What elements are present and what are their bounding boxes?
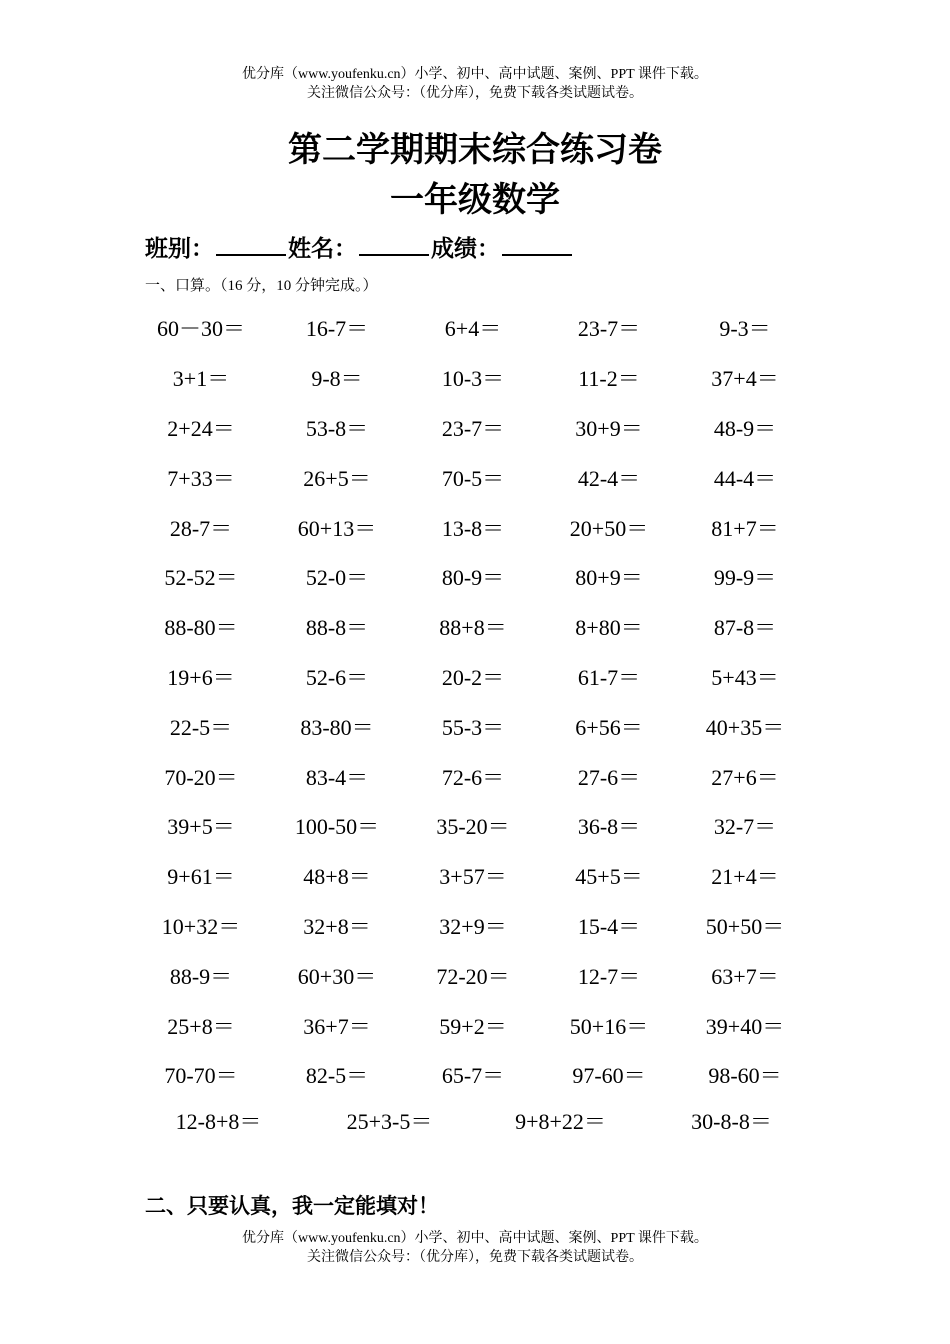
problem-item: 37+4＝ bbox=[711, 366, 779, 392]
problem-item: 21+4＝ bbox=[711, 864, 779, 890]
problem-item: 32+9＝ bbox=[439, 913, 507, 939]
problem-item: 36+7＝ bbox=[303, 1013, 371, 1039]
problem-item: 6+56＝ bbox=[575, 714, 643, 740]
problem-row bbox=[133, 602, 813, 652]
problem-item: 36-8＝ bbox=[577, 814, 641, 840]
problem-item: 19+6＝ bbox=[167, 664, 235, 690]
problem-item: 52-52＝ bbox=[164, 565, 238, 591]
problem-item: 52-6＝ bbox=[305, 664, 369, 690]
page-subtitle: 一年级数学 bbox=[390, 180, 560, 220]
problem-item: 28-7＝ bbox=[169, 515, 233, 541]
problem-item: 39+5＝ bbox=[167, 814, 235, 840]
footer-note-line1: 优分库（www.youfenku.cn）小学、初中、高中试题、案例、PPT 课件下载。 bbox=[242, 1231, 708, 1246]
problem-item: 88-8＝ bbox=[305, 615, 369, 641]
problem-item: 80-9＝ bbox=[441, 565, 505, 591]
problem-item: 5+43＝ bbox=[711, 664, 779, 690]
oral-calc-last-row bbox=[133, 1100, 817, 1140]
problem-row bbox=[133, 652, 813, 702]
problem-row bbox=[133, 950, 813, 1000]
section2-heading: 二、只要认真，我一定能填对！ bbox=[145, 1194, 439, 1218]
oral-calc-grid bbox=[133, 303, 813, 1100]
problem-item: 53-8＝ bbox=[305, 415, 369, 441]
problem-item: 35-20＝ bbox=[436, 814, 510, 840]
problem-item: 70-20＝ bbox=[164, 764, 238, 790]
problem-item: 12-8+8＝ bbox=[175, 1108, 262, 1134]
problem-row bbox=[133, 901, 813, 951]
problem-item: 60－30＝ bbox=[156, 316, 245, 342]
problem-row bbox=[133, 851, 813, 901]
problem-item: 20-2＝ bbox=[441, 664, 505, 690]
problem-row bbox=[133, 701, 813, 751]
class-blank[interactable] bbox=[216, 230, 286, 256]
problem-item: 83-4＝ bbox=[305, 764, 369, 790]
problem-item: 87-8＝ bbox=[713, 615, 777, 641]
problem-item: 7+33＝ bbox=[167, 465, 235, 491]
section1-heading: 一、口算。（16 分，10 分钟完成。） bbox=[145, 278, 378, 294]
problem-item: 22-5＝ bbox=[169, 714, 233, 740]
header-note-line1: 优分库（www.youfenku.cn）小学、初中、高中试题、案例、PPT 课件下载。 bbox=[242, 67, 708, 82]
problem-item: 6+4＝ bbox=[444, 316, 502, 342]
problem-item: 65-7＝ bbox=[441, 1063, 505, 1089]
problem-item: 39+40＝ bbox=[705, 1013, 785, 1039]
problem-row bbox=[133, 502, 813, 552]
problem-item: 82-5＝ bbox=[305, 1063, 369, 1089]
problem-row bbox=[133, 1050, 813, 1100]
problem-item: 26+5＝ bbox=[303, 465, 371, 491]
problem-item: 88-80＝ bbox=[164, 615, 238, 641]
problem-item: 72-6＝ bbox=[441, 764, 505, 790]
problem-row bbox=[133, 751, 813, 801]
student-info-line bbox=[145, 230, 574, 267]
problem-item: 48+8＝ bbox=[303, 864, 371, 890]
problem-item: 100-50＝ bbox=[294, 814, 380, 840]
problem-item: 2+24＝ bbox=[167, 415, 235, 441]
problem-item: 32+8＝ bbox=[303, 913, 371, 939]
score-blank[interactable] bbox=[502, 230, 572, 256]
problem-item: 63+7＝ bbox=[711, 963, 779, 989]
footer-note-line2: 关注微信公众号：（优分库），免费下载各类试题试卷。 bbox=[307, 1250, 643, 1265]
problem-item: 48-9＝ bbox=[713, 415, 777, 441]
problem-item: 59+2＝ bbox=[439, 1013, 507, 1039]
problem-item: 97-60＝ bbox=[572, 1063, 646, 1089]
name-blank[interactable] bbox=[359, 230, 429, 256]
problem-item: 8+80＝ bbox=[575, 615, 643, 641]
problem-item: 30-8-8＝ bbox=[691, 1108, 772, 1134]
problem-item: 81+7＝ bbox=[711, 515, 779, 541]
page-title: 第二学期期末综合练习卷 bbox=[288, 130, 662, 170]
name-label: 姓名： bbox=[288, 236, 357, 262]
problem-item: 9+8+22＝ bbox=[515, 1108, 606, 1134]
problem-item: 55-3＝ bbox=[441, 714, 505, 740]
problem-item: 60+30＝ bbox=[297, 963, 377, 989]
problem-item: 44-4＝ bbox=[713, 465, 777, 491]
problem-item: 20+50＝ bbox=[569, 515, 649, 541]
problem-item: 3+1＝ bbox=[172, 366, 230, 392]
problem-item: 61-7＝ bbox=[577, 664, 641, 690]
problem-row bbox=[133, 403, 813, 453]
problem-item: 13-8＝ bbox=[441, 515, 505, 541]
problem-item: 23-7＝ bbox=[577, 316, 641, 342]
problem-item: 16-7＝ bbox=[305, 316, 369, 342]
problem-item: 50+50＝ bbox=[705, 913, 785, 939]
problem-item: 12-7＝ bbox=[577, 963, 641, 989]
problem-item: 9+61＝ bbox=[167, 864, 235, 890]
problem-item: 70-70＝ bbox=[164, 1063, 238, 1089]
header-note-line2: 关注微信公众号：（优分库），免费下载各类试题试卷。 bbox=[307, 86, 643, 101]
problem-row bbox=[133, 303, 813, 353]
problem-item: 42-4＝ bbox=[577, 465, 641, 491]
problem-item: 30+9＝ bbox=[575, 415, 643, 441]
problem-item: 52-0＝ bbox=[305, 565, 369, 591]
problem-item: 88+8＝ bbox=[439, 615, 507, 641]
problem-item: 25+8＝ bbox=[167, 1013, 235, 1039]
problem-item: 25+3-5＝ bbox=[346, 1108, 433, 1134]
problem-item: 9-8＝ bbox=[311, 366, 363, 392]
problem-item: 23-7＝ bbox=[441, 415, 505, 441]
problem-item: 10-3＝ bbox=[441, 366, 505, 392]
problem-item: 27-6＝ bbox=[577, 764, 641, 790]
problem-item: 83-80＝ bbox=[300, 714, 374, 740]
problem-item: 70-5＝ bbox=[441, 465, 505, 491]
problem-item: 88-9＝ bbox=[169, 963, 233, 989]
problem-item: 11-2＝ bbox=[578, 366, 640, 392]
problem-item: 45+5＝ bbox=[575, 864, 643, 890]
problem-item: 99-9＝ bbox=[713, 565, 777, 591]
problem-row bbox=[133, 353, 813, 403]
problem-item: 98-60＝ bbox=[708, 1063, 782, 1089]
problem-item: 3+57＝ bbox=[439, 864, 507, 890]
problem-item: 9-3＝ bbox=[719, 316, 771, 342]
problem-item: 72-20＝ bbox=[436, 963, 510, 989]
problem-row bbox=[133, 1000, 813, 1050]
problem-item: 15-4＝ bbox=[577, 913, 641, 939]
problem-item: 60+13＝ bbox=[297, 515, 377, 541]
problem-item: 10+32＝ bbox=[161, 913, 241, 939]
problem-item: 80+9＝ bbox=[575, 565, 643, 591]
class-label: 班别： bbox=[145, 236, 214, 262]
problem-row bbox=[133, 801, 813, 851]
problem-item: 32-7＝ bbox=[713, 814, 777, 840]
problem-item: 40+35＝ bbox=[705, 714, 785, 740]
problem-row bbox=[133, 552, 813, 602]
problem-item: 50+16＝ bbox=[569, 1013, 649, 1039]
problem-item: 27+6＝ bbox=[711, 764, 779, 790]
score-label: 成绩： bbox=[431, 236, 500, 262]
problem-row bbox=[133, 452, 813, 502]
